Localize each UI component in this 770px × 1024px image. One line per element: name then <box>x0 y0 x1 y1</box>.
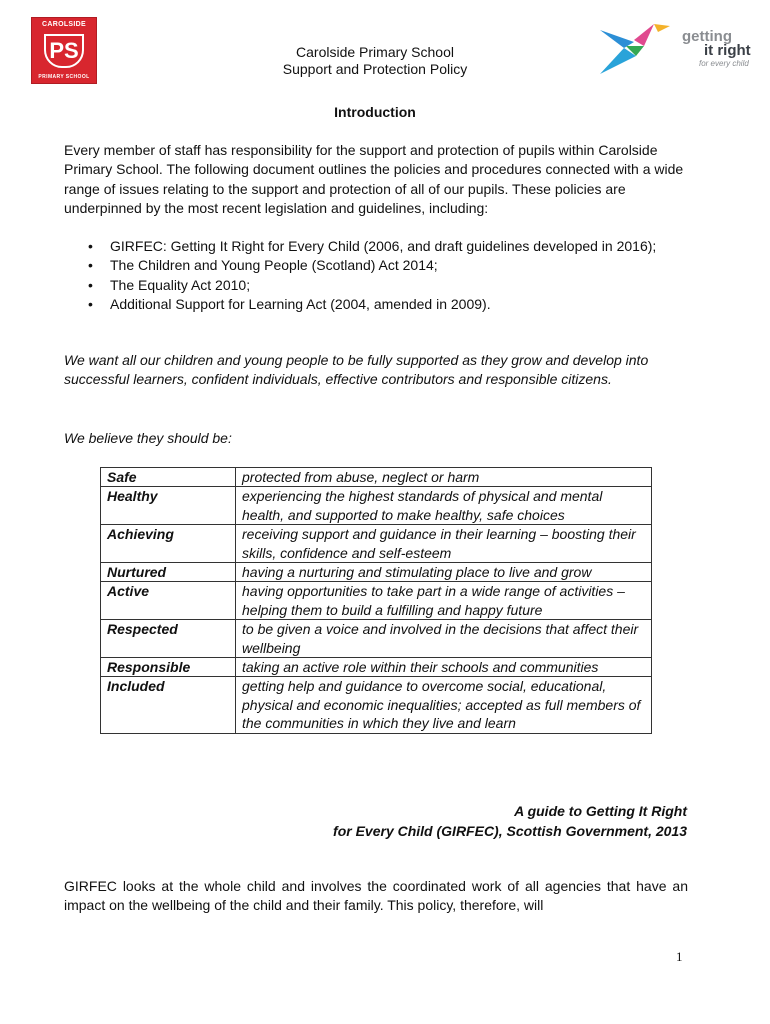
table-row <box>101 658 652 677</box>
source-line2: for Every Child (GIRFEC), Scottish Government, 2013 <box>333 823 687 839</box>
wellbeing-description: taking an active role within their schools and communities <box>236 658 652 677</box>
list-item: • Additional Support for Learning Act (2004, amended in 2009). <box>64 295 690 314</box>
list-item: • The Equality Act 2010; <box>64 276 690 295</box>
school-logo-initials: PS <box>44 34 84 68</box>
list-item: • The Children and Young People (Scotland) Act 2014; <box>64 256 690 275</box>
wellbeing-description: receiving support and guidance in their learning – boosting their skills, confidence and self-esteem <box>236 525 652 563</box>
wellbeing-term: Responsible <box>101 658 236 677</box>
wellbeing-term: Active <box>101 582 236 620</box>
wellbeing-term: Achieving <box>101 525 236 563</box>
table-row <box>101 487 652 525</box>
closing-paragraph: GIRFEC looks at the whole child and involves the coordinated work of all agencies that have an impact on the wellbeing of the child and their family. This policy, therefore, will <box>64 878 688 914</box>
list-item: • GIRFEC: Getting It Right for Every Child (2006, and draft guidelines developed in 2016); <box>64 237 690 256</box>
wellbeing-term: Included <box>101 677 236 733</box>
girfec-logo-line2: it right <box>704 42 751 59</box>
wellbeing-description: to be given a voice and involved in the decisions that affect their wellbeing <box>236 620 652 658</box>
wellbeing-description: having a nurturing and stimulating place to live and grow <box>236 563 652 582</box>
wellbeing-table <box>100 467 652 734</box>
intro-paragraph: Every member of staff has responsibility for the support and protection of pupils within Carolside Primary School. The following document outlines the policies and procedures connected with a wide range of issues relating to the support and protection of all of our pupils. These policies are underpinned by the most recent legislation and guidelines, including: <box>64 142 684 217</box>
girfec-logo <box>596 12 756 76</box>
girfec-logo-line3: for every child <box>699 59 749 68</box>
school-logo <box>31 17 97 84</box>
source-line1: A guide to Getting It Right <box>514 803 687 819</box>
aim-paragraph: We want all our children and young people to be fully supported as they grow and develop into successful learners, confident individuals, effective contributors and responsible citizens. <box>64 352 649 388</box>
table-row <box>101 582 652 620</box>
section-title: Introduction <box>334 104 416 120</box>
table-row <box>101 563 652 582</box>
table-row <box>101 525 652 563</box>
document-header <box>200 44 550 78</box>
wellbeing-term: Nurtured <box>101 563 236 582</box>
wellbeing-description: having opportunities to take part in a wide range of activities – helping them to build a fulfilling and happy future <box>236 582 652 620</box>
policy-title: Support and Protection Policy <box>282 61 468 77</box>
school-name: Carolside Primary School <box>296 44 454 60</box>
wellbeing-term: Safe <box>101 468 236 487</box>
belief-intro: We believe they should be: <box>64 430 232 446</box>
table-row <box>101 468 652 487</box>
legislation-list <box>64 237 690 315</box>
girfec-logo-line1: getting <box>682 28 732 45</box>
wellbeing-description: getting help and guidance to overcome social, educational, physical and economic inequalities; accepted as full members of the communities in which they live and learn <box>236 677 652 733</box>
source-citation <box>200 801 687 841</box>
wellbeing-term: Healthy <box>101 487 236 525</box>
wellbeing-description: protected from abuse, neglect or harm <box>236 468 652 487</box>
table-row <box>101 620 652 658</box>
school-logo-bottom-text: PRIMARY SCHOOL <box>38 74 90 80</box>
girfec-bird-icon <box>596 12 676 76</box>
wellbeing-description: experiencing the highest standards of physical and mental health, and supported to make healthy, safe choices <box>236 487 652 525</box>
school-logo-top-text: CAROLSIDE <box>42 21 86 28</box>
page-number: 1 <box>676 949 683 964</box>
wellbeing-term: Respected <box>101 620 236 658</box>
table-row <box>101 677 652 733</box>
